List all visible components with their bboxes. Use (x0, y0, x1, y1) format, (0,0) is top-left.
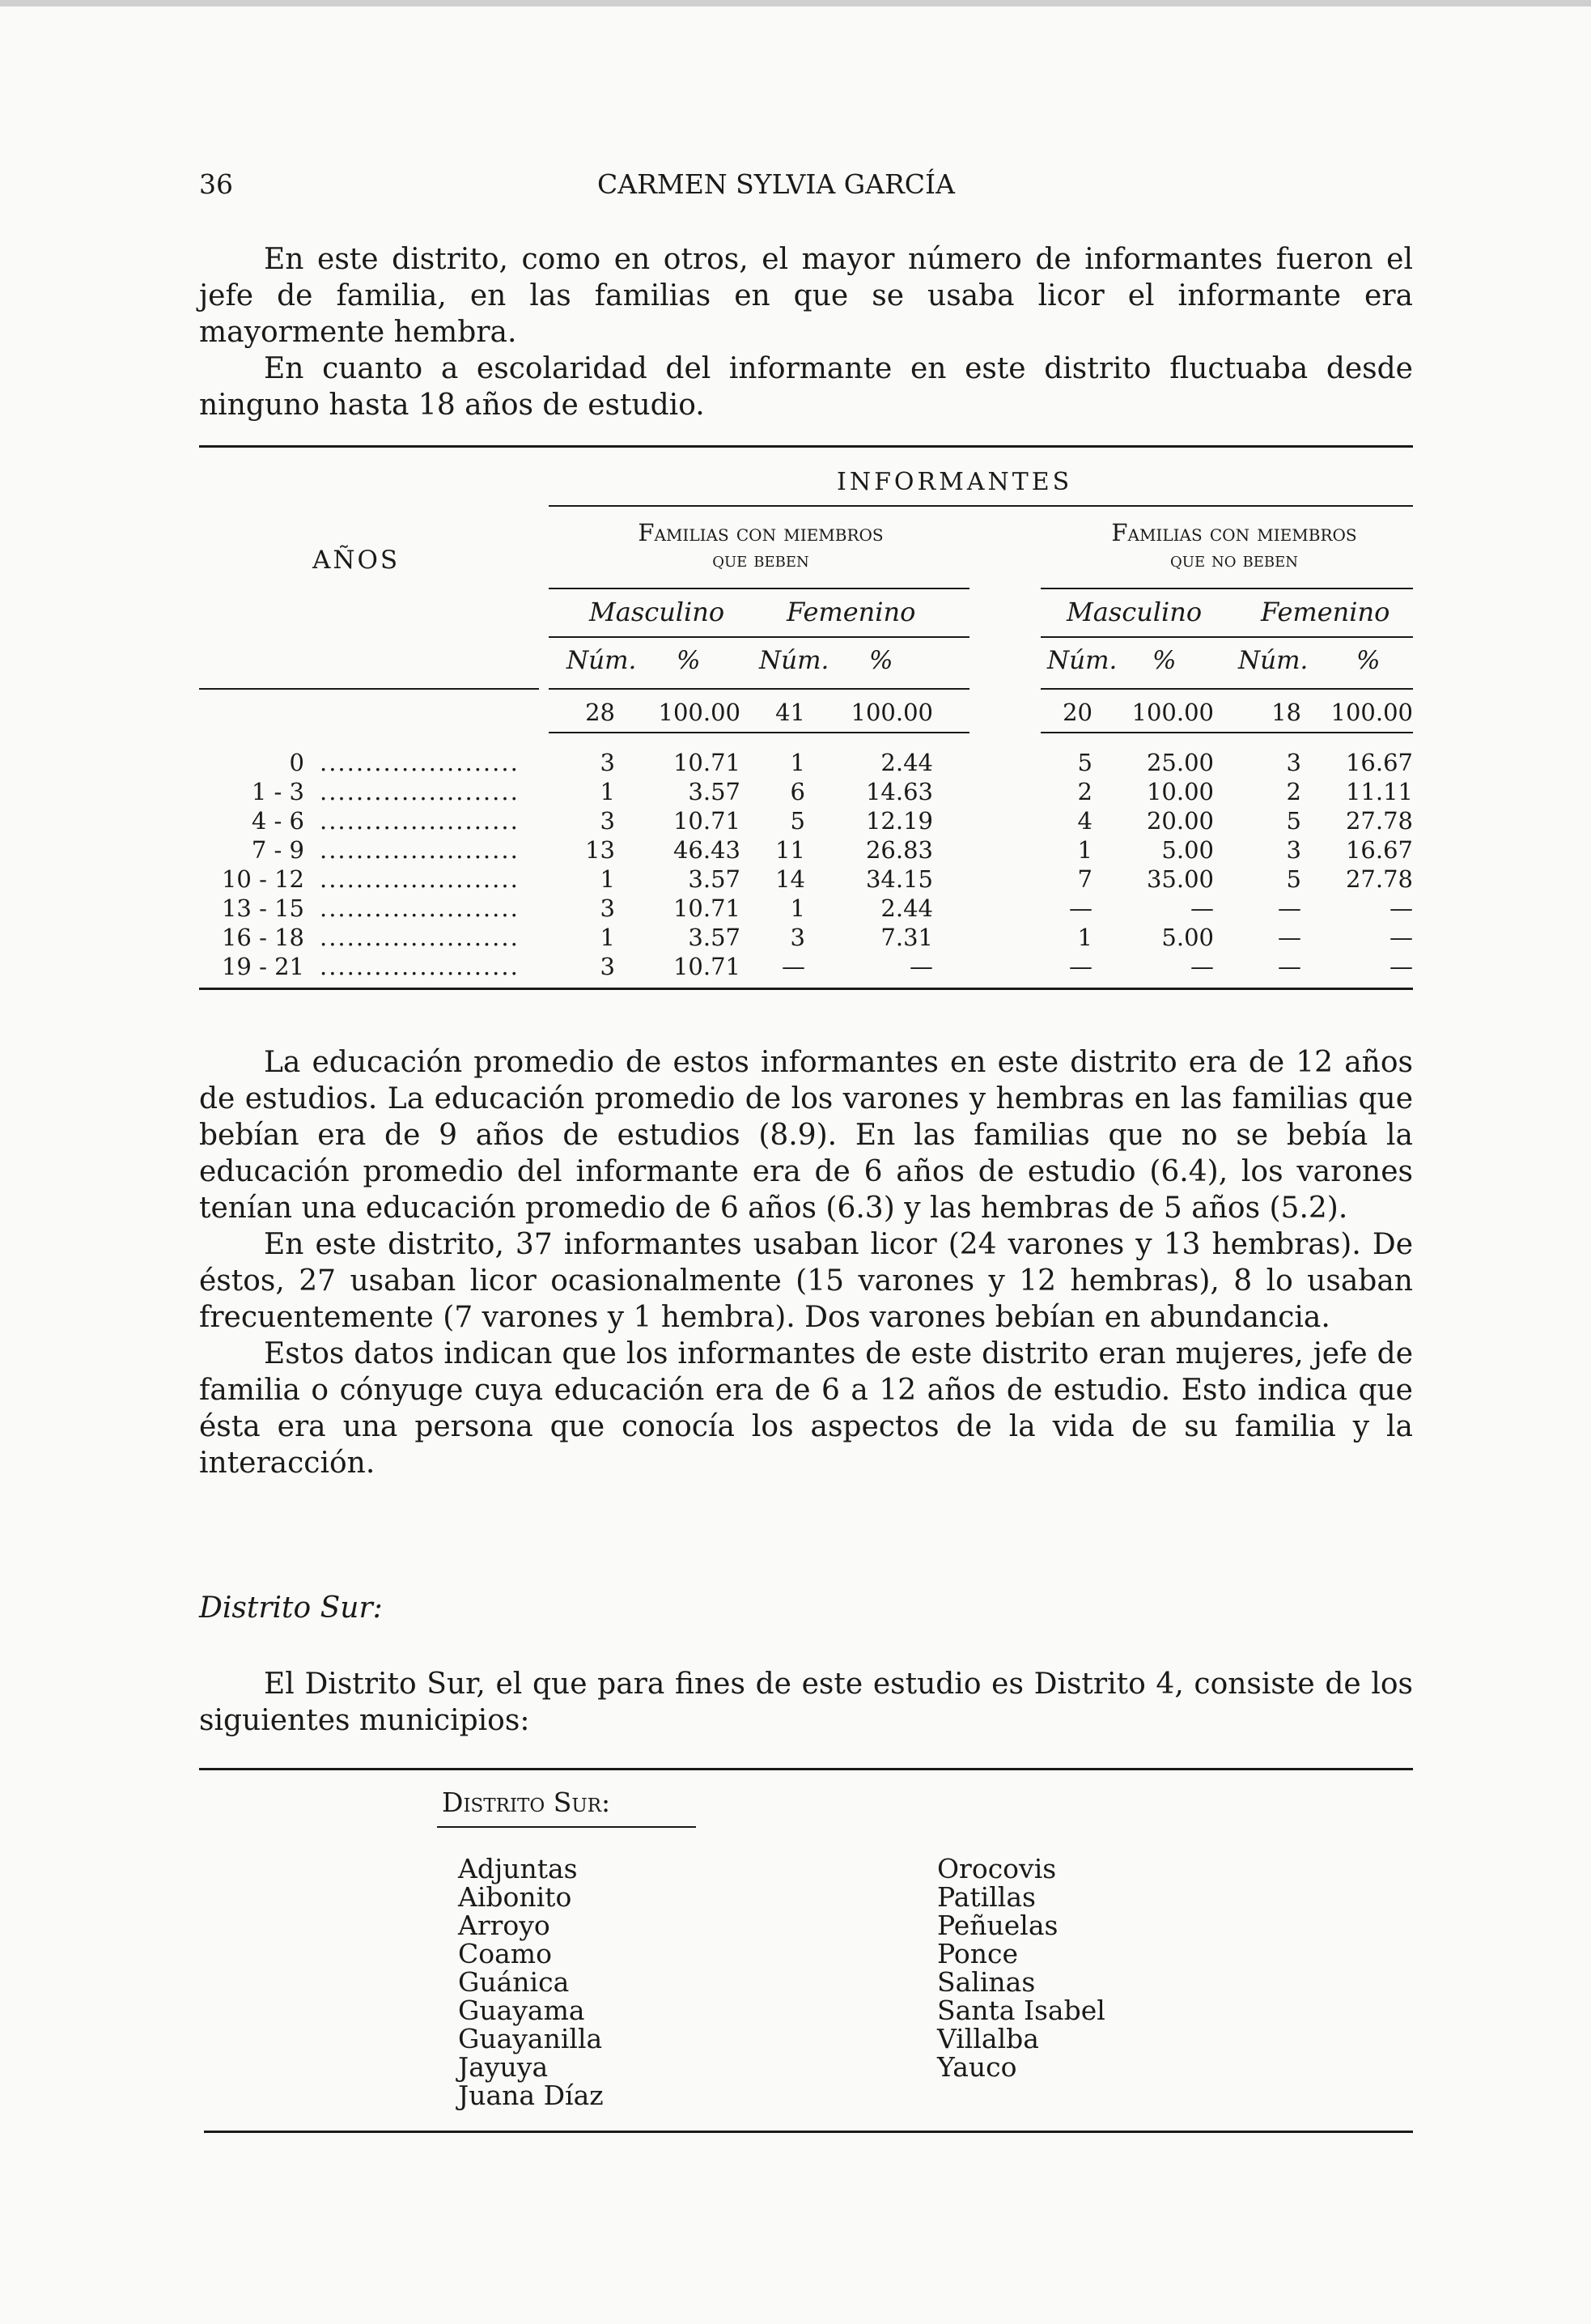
cell: 14.63 (865, 778, 933, 805)
municipality: Patillas (937, 1881, 1036, 1913)
cell: 3.57 (688, 778, 740, 805)
cell: 3 (1286, 749, 1301, 776)
row-label: 13 - 15 (221, 894, 304, 922)
cell: 1 (790, 749, 805, 776)
g2-totals-rule (1041, 732, 1413, 733)
cell: 11 (775, 836, 805, 864)
g1-sub-rule (549, 636, 969, 638)
body-text (199, 1044, 1413, 1481)
municipality: Santa Isabel (937, 1995, 1105, 2026)
cell: 1 (600, 865, 615, 893)
cell: 27.78 (1345, 807, 1413, 835)
cell: — (1190, 953, 1214, 980)
col-pct-4: % (1356, 646, 1381, 675)
group1-rule (549, 588, 969, 589)
cell: 2.44 (880, 894, 933, 922)
row-label: 0 (289, 749, 304, 776)
cell: 1 (1077, 924, 1092, 951)
total-cell: 100.00 (658, 699, 740, 726)
body-paragraph-3: Estos datos indican que los informantes de este distrito eran mujeres, jefe de familia o cónyuge cuya educación era de 6 a 12 años de estudio. Esto indica que ésta era una persona que conocía los aspectos de la vida de su familia y la interacción. (199, 1337, 1413, 1480)
section-text (199, 1666, 1413, 1739)
cell: 5 (1286, 807, 1301, 835)
cell: 16.67 (1345, 836, 1413, 864)
cell: 35.00 (1146, 865, 1214, 893)
section-heading: Distrito Sur: (199, 1591, 383, 1625)
g1-masculino: Masculino (589, 597, 725, 627)
col-pct-1: % (677, 646, 701, 675)
municipality: Juana Díaz (458, 2080, 604, 2111)
municipality: Guayama (458, 1995, 585, 2026)
cell: 14 (775, 865, 805, 893)
row-label: 16 - 18 (221, 924, 304, 951)
leader-dots: ...................... (320, 836, 520, 864)
col-num-4: Núm. (1238, 646, 1309, 675)
g1-header-rule (549, 688, 969, 690)
intro-paragraph-2: En cuanto a escolaridad del informante en este distrito fluctuaba desde ninguno hasta 18 años de estudio. (199, 352, 1413, 422)
g2-sub-rule (1041, 636, 1413, 638)
g2-masculino: Masculino (1067, 597, 1203, 627)
cell: 5 (1286, 865, 1301, 893)
cell: 6 (790, 778, 805, 805)
group2-rule (1041, 588, 1413, 589)
cell: 1 (600, 924, 615, 951)
cell: 5 (790, 807, 805, 835)
g2-header-rule (1041, 688, 1413, 690)
group1-heading-line2: que beben (712, 548, 809, 571)
g1-femenino: Femenino (787, 597, 916, 627)
cell: 10.71 (672, 807, 740, 835)
total-cell: 20 (1063, 699, 1092, 726)
cell: 46.43 (672, 836, 740, 864)
cell: 1 (790, 894, 805, 922)
municipality: Guayanilla (458, 2023, 603, 2054)
cell: 10.00 (1146, 778, 1214, 805)
table-top-rule (199, 445, 1413, 448)
cell: 1 (1077, 836, 1092, 864)
cell: 3.57 (688, 865, 740, 893)
cell: 10.71 (672, 953, 740, 980)
cell: 26.83 (865, 836, 933, 864)
cell: 10.71 (672, 894, 740, 922)
cell: 3 (600, 749, 615, 776)
col-pct-2: % (869, 646, 893, 675)
municipality: Orocovis (937, 1853, 1057, 1884)
leader-dots: ...................... (320, 778, 520, 805)
municipality: Ponce (937, 1938, 1018, 1969)
cell: 7 (1077, 865, 1092, 893)
municipality: Coamo (458, 1938, 552, 1969)
page-top-edge (0, 0, 1591, 6)
municipality: Guánica (458, 1966, 570, 1998)
body-paragraph-2: En este distrito, 37 informantes usaban licor (24 varones y 13 hembras). De éstos, 27 usaban licor ocasionalmente (15 varones y 12 hembras), 8 lo usaban frecuentemente (7 varones y 1 hembra). Dos varones bebían en abundancia. (199, 1228, 1413, 1334)
cell: 3 (1286, 836, 1301, 864)
municipality: Arroyo (458, 1910, 550, 1941)
col-pct-3: % (1152, 646, 1177, 675)
table-bottom-rule (199, 988, 1413, 990)
leader-dots: ...................... (320, 807, 520, 835)
cell: 5.00 (1161, 836, 1214, 864)
cell: 2 (1286, 778, 1301, 805)
col-num-2: Núm. (759, 646, 829, 675)
cell: 10.71 (672, 749, 740, 776)
cell: — (910, 953, 933, 980)
leader-dots: ...................... (320, 953, 520, 980)
leader-dots: ...................... (320, 749, 520, 776)
row-label: 10 - 12 (221, 865, 304, 893)
cell: 2.44 (880, 749, 933, 776)
municipality: Jayuya (458, 2051, 549, 2083)
cell: — (1389, 953, 1413, 980)
page-number: 36 (199, 168, 233, 200)
cell: — (1278, 894, 1301, 922)
cell: 2 (1077, 778, 1092, 805)
table-title: INFORMANTES (837, 468, 1073, 496)
municipality: Peñuelas (937, 1910, 1059, 1941)
col-num-1: Núm. (566, 646, 637, 675)
g1-totals-rule (549, 732, 969, 733)
cell: 3.57 (688, 924, 740, 951)
district-box-title: Distrito Sur: (442, 1787, 611, 1818)
row-label: 1 - 3 (251, 778, 304, 805)
cell: — (1278, 924, 1301, 951)
cell: 3 (790, 924, 805, 951)
cell: 34.15 (865, 865, 933, 893)
list-top-rule (199, 1768, 1413, 1770)
intro-text (199, 241, 1413, 423)
cell: — (1069, 894, 1092, 922)
total-cell: 28 (585, 699, 615, 726)
cell: 25.00 (1146, 749, 1214, 776)
municipality: Villalba (937, 2023, 1039, 2054)
cell: 7.31 (880, 924, 933, 951)
cell: — (1069, 953, 1092, 980)
row-label: 7 - 9 (251, 836, 304, 864)
row-header-anos: AÑOS (312, 546, 401, 575)
g2-femenino: Femenino (1261, 597, 1390, 627)
cell: 4 (1077, 807, 1092, 835)
total-cell: 100.00 (1131, 699, 1214, 726)
cell: 5.00 (1161, 924, 1214, 951)
title-rule (549, 505, 1413, 507)
cell: — (1190, 894, 1214, 922)
cell: 27.78 (1345, 865, 1413, 893)
district-title-rule (437, 1826, 696, 1828)
total-cell: 100.00 (1330, 699, 1413, 726)
cell: — (1278, 953, 1301, 980)
total-cell: 18 (1271, 699, 1301, 726)
group2-heading-line2: que no beben (1170, 548, 1298, 571)
cell: 13 (585, 836, 615, 864)
col-num-3: Núm. (1047, 646, 1118, 675)
municipality: Adjuntas (458, 1853, 578, 1884)
leader-dots: ...................... (320, 894, 520, 922)
cell: 12.19 (865, 807, 933, 835)
cell: — (1389, 894, 1413, 922)
body-paragraph-1: La educación promedio de estos informantes en este distrito era de 12 años de estudios. La educación promedio de los varones y hembras en las familias que bebían era de 9 años de estudios (8.9). En las familias que no se bebía la educación promedio del informante era de 6 años de estudio (6.4), los varones tenían una educación promedio de 6 años (6.3) y las hembras de 5 años (5.2). (199, 1046, 1413, 1225)
municipality: Salinas (937, 1966, 1036, 1998)
cell: — (782, 953, 805, 980)
stub-header-rule (199, 688, 539, 690)
section-paragraph: El Distrito Sur, el que para fines de este estudio es Distrito 4, consiste de los siguientes municipios: (199, 1668, 1413, 1737)
cell: 5 (1077, 749, 1092, 776)
row-label: 4 - 6 (251, 807, 304, 835)
leader-dots: ...................... (320, 865, 520, 893)
cell: 11.11 (1345, 778, 1413, 805)
cell: 1 (600, 778, 615, 805)
cell: 3 (600, 807, 615, 835)
cell: — (1389, 924, 1413, 951)
running-header-author: CARMEN SYLVIA GARCÍA (597, 168, 955, 200)
total-cell: 41 (775, 699, 805, 726)
intro-paragraph-1: En este distrito, como en otros, el mayor número de informantes fueron el jefe de familia, en las familias en que se usaba licor el informante era mayormente hembra. (199, 243, 1413, 349)
cell: 16.67 (1345, 749, 1413, 776)
row-label: 19 - 21 (221, 953, 304, 980)
municipality: Yauco (937, 2051, 1017, 2083)
cell: 3 (600, 953, 615, 980)
leader-dots: ...................... (320, 924, 520, 951)
list-bottom-rule (204, 2131, 1413, 2133)
cell: 20.00 (1146, 807, 1214, 835)
municipality: Aibonito (458, 1881, 572, 1913)
cell: 3 (600, 894, 615, 922)
group2-heading-line1: Familias con miembros (1111, 519, 1357, 546)
group1-heading-line1: Familias con miembros (638, 519, 884, 546)
total-cell: 100.00 (851, 699, 933, 726)
